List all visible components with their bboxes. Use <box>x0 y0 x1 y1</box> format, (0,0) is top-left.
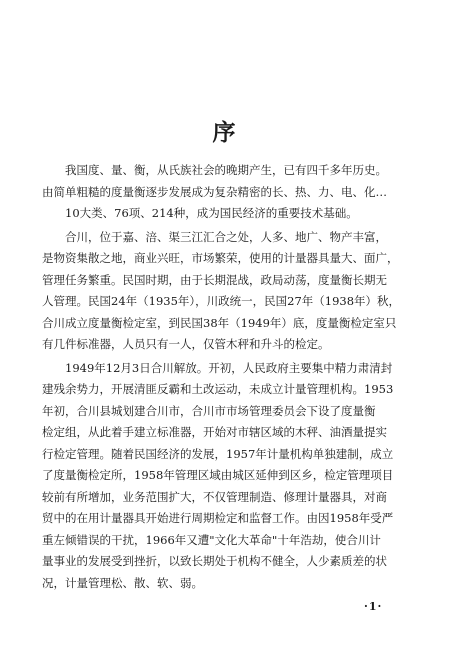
text-line: 由简单粗糙的度量衡逐步发展成为复杂精密的长、热、力、电、化… <box>42 184 387 199</box>
text-line: 行检定管理。随着民国经济的发展，1957年计量机构单独建制，成立 <box>42 446 394 461</box>
text-line: 我国度、量、衡，从氏族社会的晚期产生，已有四千多年历史。 <box>65 163 387 177</box>
text-line: 量事业的发展受到挫折，以致长期处于机构不健全，人少素质差的状 <box>42 554 387 568</box>
text-line: 人管理。民国24年（1935年），川政统一，民国27年（1938年）秋， <box>42 294 401 308</box>
text-line: 合川，位于嘉、涪、渠三江汇合之处，人多、地广、物产丰富， <box>65 229 387 244</box>
text-line: 重左倾错误的干扰，1966年又遭"文化大革命"十年浩劫，使合川计 <box>42 532 381 547</box>
paragraph-1 <box>42 160 414 225</box>
body-text <box>42 160 414 594</box>
text-line: 10大类、76项、214种，成为国民经济的重要技术基础。 <box>65 206 358 220</box>
text-line: 1949年12月3日合川解放。开初，人民政府主要集中精力肃清封 <box>65 360 393 375</box>
text-line: 建残余势力，开展清匪反霸和土改运动，未成立计量管理机构。1953 <box>42 382 394 396</box>
text-line: 合川成立度量衡检定室，到民国38年（1949年）底，度量衡检定室只 <box>42 315 397 330</box>
text-line: 较前有所增加，业务范围扩大，不仅管理制造、修理计量器具，对商 <box>42 489 387 504</box>
page-title: 序 <box>212 119 238 146</box>
text-line: 况，计量管理松、散、软、弱。 <box>42 575 203 590</box>
text-line: 是物资集散之地，商业兴旺，市场繁荣，使用的计量器具量大、面广， <box>42 251 399 265</box>
text-line: 有几件标准器，人员只有一人，仅管木秤和升斗的检定。 <box>42 337 330 351</box>
text-line: 年初，合川县城划建合川市，合川市市场管理委员会下设了度量衡 <box>42 403 376 418</box>
text-line: 检定组，从此着手建立标准器，开始对市辖区域的木秤、油酒量提实 <box>42 425 387 439</box>
text-line: 了度量衡检定所，1958年管理区域由城区延伸到区乡，检定管理项目 <box>42 468 394 482</box>
paragraph-3 <box>42 358 414 595</box>
text-line: 管理任务繁重。民国时期，由于长期混战，政局动荡，度量衡长期无 <box>42 272 387 287</box>
page-number: ·1· <box>364 600 383 613</box>
text-line: 贸中的在用计量器具开始进行周期检定和监督工作。由因1958年受严 <box>42 511 394 525</box>
paragraph-2 <box>42 227 414 356</box>
